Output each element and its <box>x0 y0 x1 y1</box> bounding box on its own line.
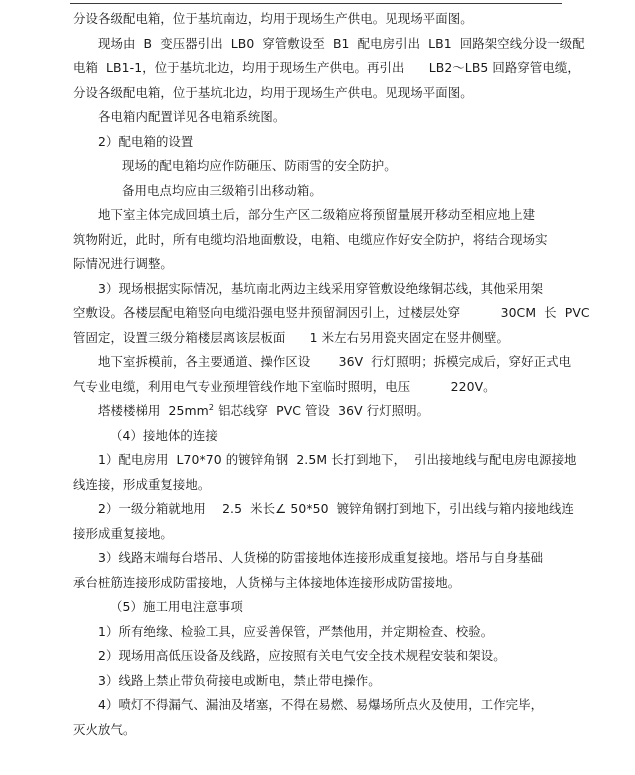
line-text: 3）线路末端每台塔吊、人货梯的防雷接地体连接形成重复接地。塔吊与自身基础 <box>98 550 544 565</box>
text-line <box>73 106 565 131</box>
text-line <box>73 57 580 82</box>
text-line <box>73 498 574 523</box>
line-text: 塔楼楼梯用 25mm <box>98 403 209 418</box>
line-text: 地下室主体完成回填土后，部分生产区二级箱应将预留量展开移动至相应地上建 <box>98 207 536 222</box>
text-line <box>73 253 565 278</box>
line-text: 备用电点均应由三级箱引出移动箱。 <box>122 182 322 198</box>
line-text: 气专业电缆，利用电气专业预埋管线作地下室临时照明，电压 220V。 <box>73 378 496 394</box>
text-line <box>73 400 565 425</box>
line-text: 2）配电箱的设置 <box>98 133 194 149</box>
line-text: 现场的配电箱均应作防砸压、防雨雪的安全防护。 <box>122 158 397 173</box>
text-line <box>73 474 565 499</box>
text-line <box>73 155 565 180</box>
line-text: 3）现场根据实际情况，基坑南北两边主线采用穿管敷设绝缘铜芯线，其他采用架 <box>98 280 544 296</box>
line-text: 电箱 LB1-1，位于基坑北边，均用于现场生产供电。再引出 LB2～LB5 回路穿管电缆， <box>73 60 580 75</box>
line-text: 4）喷灯不得漏气、漏油及堵塞，不得在易燃、易爆场所点火及使用，工作完毕， <box>98 697 544 712</box>
text-line <box>73 719 565 744</box>
line-text: 线连接，形成重复接地。 <box>73 476 211 492</box>
line-text: 承台桩筋连接形成防雷接地，人货梯与主体接地体连接形成防雷接地。 <box>73 574 461 590</box>
header-rule <box>70 3 562 4</box>
line-text: 分设各级配电箱，位于基坑南边，均用于现场生产供电。见现场平面图。 <box>73 11 473 26</box>
text-line <box>73 547 565 572</box>
line-text: 分设各级配电箱，位于基坑北边，均用于现场生产供电。见现场平面图。 <box>73 84 473 100</box>
line-text: 灭火放气。 <box>73 721 136 737</box>
line-text: 际情况进行调整。 <box>73 256 173 271</box>
text-line <box>73 131 565 156</box>
line-text: 筑物附近，此时，所有电缆均沿地面敷设，电箱、电缆应作好安全防护，将结合现场实 <box>73 231 548 247</box>
line-text: 现场由 B 变压器引出 LB0 穿管敷设至 B1 配电房引出 LB1 回路架空线分设一级配 <box>98 35 585 51</box>
text-line <box>73 572 565 597</box>
text-line <box>73 694 565 719</box>
text-line <box>73 621 565 646</box>
text-line <box>73 302 590 327</box>
line-text: 接形成重复接地。 <box>73 525 173 541</box>
text-line <box>73 670 565 695</box>
text-line <box>73 376 565 401</box>
text-line <box>73 82 565 107</box>
line-text: （5）施工用电注意事项 <box>110 599 243 614</box>
text-line <box>73 425 565 450</box>
text-line <box>73 180 565 205</box>
text-line <box>73 278 565 303</box>
text-line <box>73 596 565 621</box>
line-text: 2）现场用高低压设备及线路，应按照有关电气安全技术规程安装和架设。 <box>98 648 506 663</box>
text-line <box>73 645 565 670</box>
superscript: 2 <box>208 402 215 412</box>
line-text: （4）接地体的连接 <box>110 427 218 443</box>
text-line <box>73 327 565 352</box>
text-line <box>73 523 565 548</box>
line-text: 各电箱内配置详见各电箱系统图。 <box>98 109 286 124</box>
text-line <box>73 449 577 474</box>
line-text: 1）配电房用 L70*70 的镀锌角钢 2.5M 长打到地下， 引出接地线与配电房电源接地 <box>98 452 577 467</box>
text-line <box>73 8 565 33</box>
line-text: 地下室拆模前，各主要通道、操作区设 36V 行灯照明；拆模完成后，穿好正式电 <box>98 354 572 369</box>
line-text: 2）一级分箱就地用 2.5 米长∠ 50*50 镀锌角钢打到地下，引出线与箱内接地线连 <box>98 501 574 516</box>
text-line <box>73 351 572 376</box>
line-text: 管固定，设置三级分箱楼层离该层板面 1 米左右另用瓷夹固定在竖井侧壁。 <box>73 329 509 345</box>
text-line <box>73 33 585 58</box>
line-text: 3）线路上禁止带负荷接电或断电，禁止带电操作。 <box>98 672 381 688</box>
line-text-tail: 铝芯线穿 PVC 管设 36V 行灯照明。 <box>214 403 430 418</box>
text-line <box>73 229 565 254</box>
document-body <box>73 8 590 743</box>
text-line <box>73 204 565 229</box>
line-text: 1）所有绝缘、检验工具，应妥善保管，严禁他用，并定期检查、校验。 <box>98 623 494 639</box>
line-text: 空敷设。各楼层配电箱竖向电缆沿强电竖井预留洞因引上，过楼层处穿 30CM 长 PVC <box>73 305 590 320</box>
